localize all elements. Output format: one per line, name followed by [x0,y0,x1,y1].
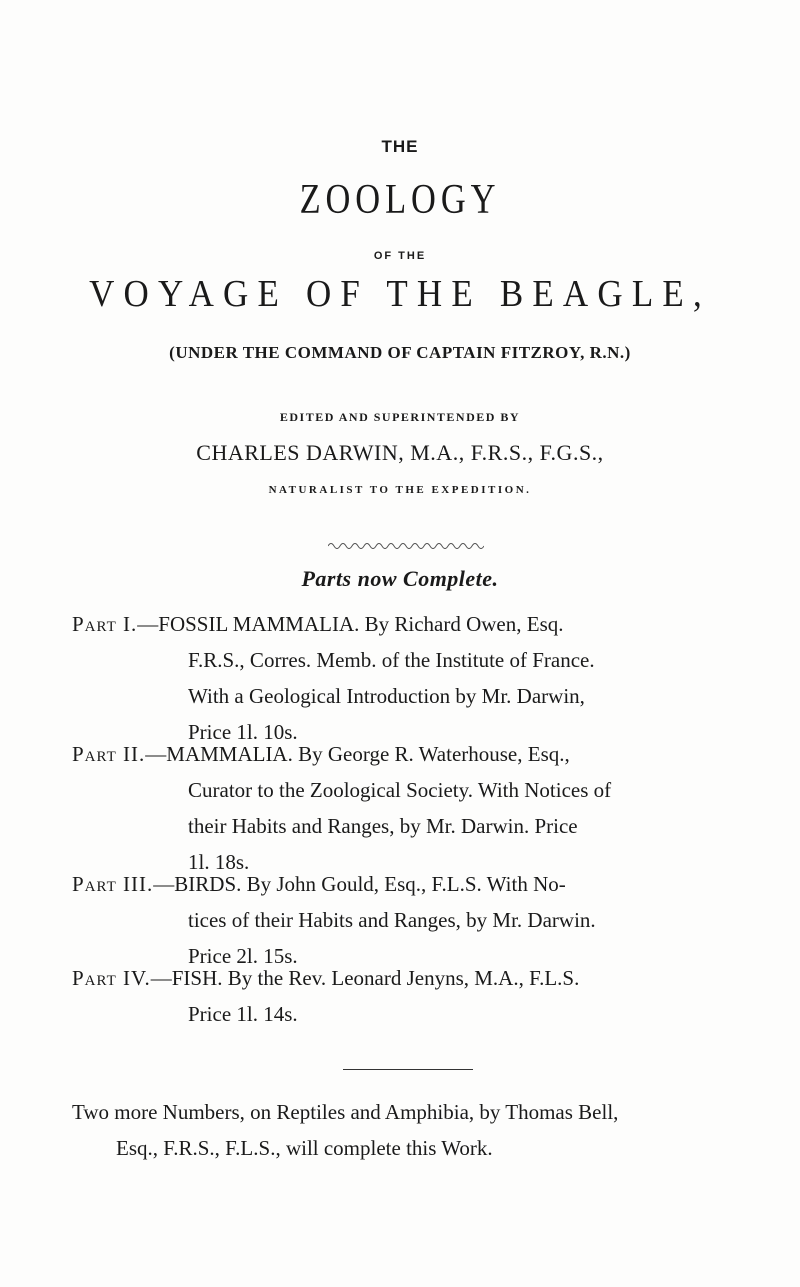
part-line: —MAMMALIA. By George R. Waterhouse, Esq., [145,742,570,766]
closing-note [72,1094,752,1166]
title-voyage: VOYAGE OF THE BEAGLE, [89,273,711,315]
editor-role: NATURALIST TO THE EXPEDITION. [268,484,532,496]
part-line: F.R.S., Corres. Memb. of the Institute of France. [188,648,595,672]
part-entry [72,736,752,880]
closing-line-1: Two more Numbers, on Reptiles and Amphibia, by Thomas Bell, [72,1100,619,1124]
part-label: Part II. [72,742,146,766]
title-the: THE [381,137,419,156]
closing-line-2: Esq., F.R.S., F.L.S., will complete this Work. [116,1136,493,1160]
part-line: 1l. 18s. [188,850,250,874]
part-line: —BIRDS. By John Gould, Esq., F.L.S. With No- [153,872,566,896]
part-line: Price 1l. 14s. [188,1002,298,1026]
title-zoology: ZOOLOGY [299,177,501,223]
part-line: —FISH. By the Rev. Leonard Jenyns, M.A., F.L.S. [150,966,580,990]
part-line: Curator to the Zoological Society. With Notices of [188,778,612,802]
edited-by-line: EDITED AND SUPERINTENDED BY [279,410,521,424]
part-entry [72,866,752,974]
part-line: With a Geological Introduction by Mr. Darwin, [188,684,585,708]
part-line: Price 2l. 15s. [188,944,298,968]
part-line: their Habits and Ranges, by Mr. Darwin. Price [188,814,578,838]
part-line: Price 1l. 10s. [188,720,298,744]
part-entry [72,960,752,1032]
ornamental-divider-icon [328,540,484,552]
part-label: Part IV. [72,966,151,990]
editor-name: CHARLES DARWIN, M.A., F.R.S., F.G.S., [196,440,604,465]
title-of-the: OF THE [373,250,427,262]
part-line: —FOSSIL MAMMALIA. By Richard Owen, Esq. [137,612,564,636]
divider-rule [343,1069,473,1070]
part-entry [72,606,752,750]
subtitle-command: (UNDER THE COMMAND OF CAPTAIN FITZROY, R.N.) [169,343,631,362]
part-line: tices of their Habits and Ranges, by Mr. Darwin. [188,908,596,932]
status-heading: Parts now Complete. [301,566,499,591]
part-label: Part I. [72,612,138,636]
part-label: Part III. [72,872,154,896]
